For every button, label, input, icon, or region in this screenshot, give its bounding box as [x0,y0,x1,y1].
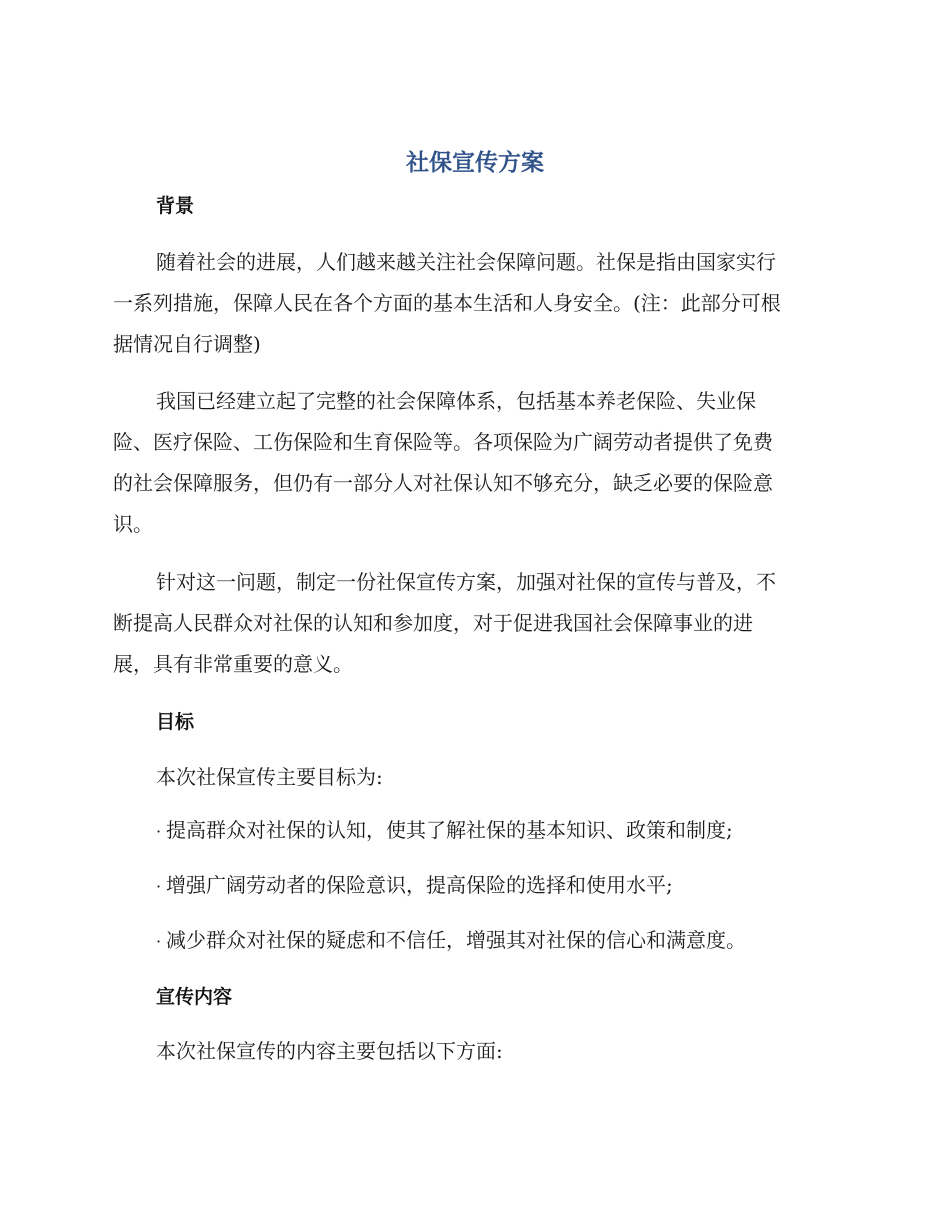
bullet-dot-icon: · [156,877,162,896]
list-item [156,870,673,902]
paragraph-line: 展，具有非常重要的意义。 [113,652,353,676]
bullet-text: 提高群众对社保的认知，使其了解社保的基本知识、政策和制度; [166,818,733,842]
paragraph-background-3 [113,562,837,685]
list-item [156,925,746,957]
paragraph-line: 针对这一问题，制定一份社保宣传方案，加强对社保的宣传与普及，不 [156,570,776,594]
bullet-dot-icon: · [156,822,162,841]
paragraph-background-2 [113,381,837,545]
paragraph-line: 据情况自行调整) [113,332,261,356]
paragraph-line: 一系列措施，保障人民在各个方面的基本生活和人身安全。(注：此部分可根 [113,291,781,315]
goals-intro: 本次社保宣传主要目标为: [156,765,383,789]
list-item [156,815,733,847]
section-heading-content: 宣传内容 [156,986,233,1008]
paragraph-line: 险、医疗保险、工伤保险和生育保险等。各项保险为广阔劳动者提供了免费 [113,430,773,454]
bullet-text: 减少群众对社保的疑虑和不信任，增强其对社保的信心和满意度。 [166,928,746,952]
section-heading-background: 背景 [156,195,195,217]
paragraph-background-1 [113,242,837,365]
bullet-text: 增强广阔劳动者的保险意识，提高保险的选择和使用水平; [166,873,673,897]
paragraph-line: 断提高人民群众对社保的认知和参加度，对于促进我国社会保障事业的进 [113,611,753,635]
paragraph-line: 的社会保障服务，但仍有一部分人对社保认知不够充分，缺乏必要的保险意 [113,471,773,495]
paragraph-line: 随着社会的进展，人们越来越关注社会保障问题。社保是指由国家实行 [156,250,776,274]
bullet-dot-icon: · [156,932,162,951]
paragraph-line: 我国已经建立起了完整的社会保障体系，包括基本养老保险、失业保 [156,389,756,413]
paragraph-line: 识。 [113,512,153,536]
content-intro: 本次社保宣传的内容主要包括以下方面: [156,1039,503,1063]
section-heading-goals: 目标 [156,711,195,733]
document-title: 社保宣传方案 [406,150,544,176]
